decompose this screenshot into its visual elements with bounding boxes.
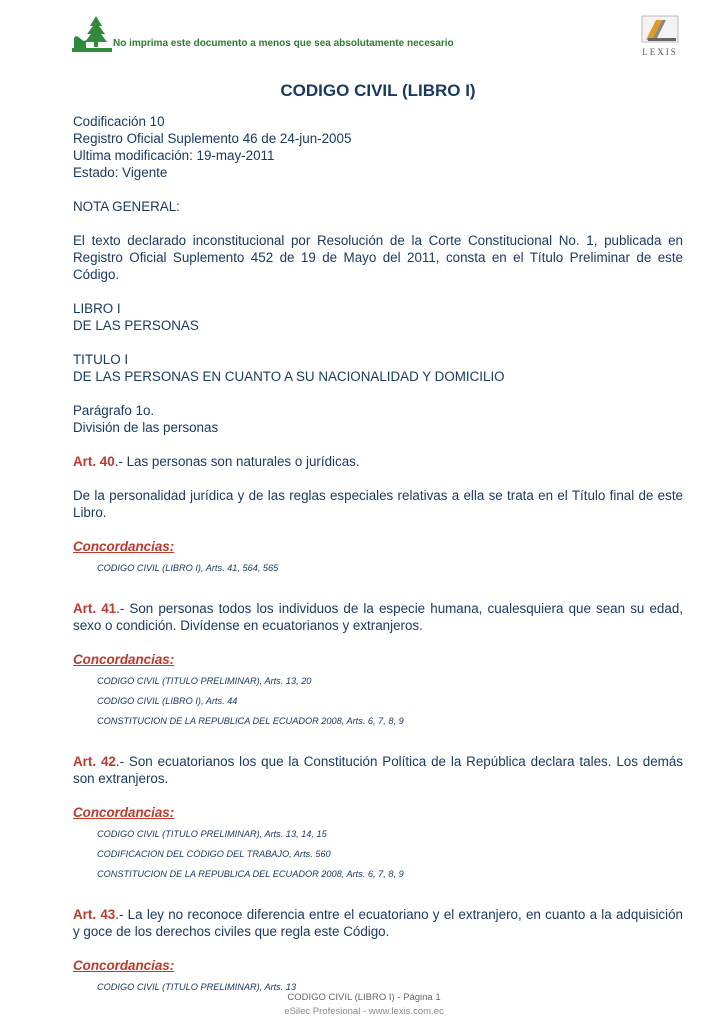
paragrafo-name: División de las personas [73, 420, 219, 435]
concordancia-item[interactable]: CODIGO CIVIL (LIBRO I), Arts. 44 [97, 696, 238, 706]
article-40 [73, 453, 683, 470]
page-header [0, 0, 728, 66]
libro-number: LIBRO I [73, 301, 121, 316]
titulo-name: DE LAS PERSONAS EN CUANTO A SU NACIONALIDAD Y DOMICILIO [73, 369, 505, 384]
article-label: Art. 43 [73, 907, 116, 922]
document-meta [73, 113, 683, 181]
article-label: Art. 40 [73, 454, 115, 469]
libro-heading [73, 300, 683, 334]
concordancias-heading: Concordancias: [73, 652, 175, 667]
footer-page-info: CODIGO CIVIL (LIBRO I) - Página 1 [287, 992, 441, 1003]
meta-estado: Estado: Vigente [73, 165, 168, 180]
nota-text: El texto declarado inconstitucional por Resolución de la Corte Constitucional No. 1, publicada en Registro Oficial Suplemento 452 de 19 de Mayo del 2011, consta en el Título Preliminar de este Código. [73, 233, 683, 282]
page-footer [0, 991, 728, 1019]
document-title: CODIGO CIVIL (LIBRO I) [280, 81, 476, 100]
titulo-number: TITULO I [73, 352, 129, 367]
nota-text-block [73, 232, 683, 283]
concordancias-heading: Concordancias: [73, 805, 175, 820]
document-body [73, 82, 683, 997]
article-text: .- Son personas todos los individuos de la especie humana, cualesquiera que sean su edad, sexo o condición. Divídense en ecuatorianos y extranjeros. [73, 601, 683, 633]
concordancia-item[interactable]: CONSTITUCION DE LA REPUBLICA DEL ECUADOR 2008, Arts. 6, 7, 8, 9 [97, 869, 404, 879]
nota-heading: NOTA GENERAL: [73, 199, 180, 214]
article-42 [73, 753, 683, 787]
paragrafo-number: Parágrafo 1o. [73, 403, 155, 418]
concordancia-item[interactable]: CONSTITUCION DE LA REPUBLICA DEL ECUADOR 2008, Arts. 6, 7, 8, 9 [97, 716, 404, 726]
footer-site[interactable]: eSilec Profesional - www.lexis.com.ec [284, 1006, 444, 1017]
concordancias-list [97, 558, 683, 578]
article-41 [73, 600, 683, 634]
article-label: Art. 42 [73, 754, 116, 769]
concordancia-item[interactable]: CODIGO CIVIL (LIBRO I), Arts. 41, 564, 565 [97, 563, 279, 573]
concordancias-list [97, 671, 683, 731]
concordancias-list [97, 824, 683, 884]
concordancias-heading: Concordancias: [73, 539, 175, 554]
paragrafo-heading [73, 402, 683, 436]
article-40-extra [73, 487, 683, 521]
article-extra-text: De la personalidad jurídica y de las reglas especiales relativas a ella se trata en el Título final de este Libro. [73, 488, 683, 520]
meta-registro: Registro Oficial Suplemento 46 de 24-jun-2005 [73, 131, 352, 146]
article-label: Art. 41 [73, 601, 117, 616]
titulo-heading [73, 351, 683, 385]
concordancia-item[interactable]: CODIGO CIVIL (TITULO PRELIMINAR), Arts. 13 [97, 982, 297, 992]
article-text: .- Las personas son naturales o jurídicas. [114, 454, 360, 469]
concordancia-item[interactable]: CODIFICACION DEL CODIGO DEL TRABAJO, Arts. 560 [97, 849, 331, 859]
nota-general [73, 198, 683, 215]
meta-codificacion: Codificación 10 [73, 114, 165, 129]
concordancia-item[interactable]: CODIGO CIVIL (TITULO PRELIMINAR), Arts. 13, 20 [97, 676, 312, 686]
tree-logo-icon [72, 14, 112, 52]
concordancias-heading: Concordancias: [73, 958, 175, 973]
lexis-logo-text: LEXIS [642, 47, 678, 57]
article-43 [73, 906, 683, 940]
print-warning-banner: No imprima este documento a menos que sea absolutamente necesario [113, 38, 454, 49]
meta-modificacion: Ultima modificación: 19-may-2011 [73, 148, 275, 163]
article-text: .- La ley no reconoce diferencia entre el ecuatoriano y el extranjero, en cuanto a la adquisición y goce de los derechos civiles que regla este Código. [73, 907, 683, 939]
libro-name: DE LAS PERSONAS [73, 318, 199, 333]
article-text: .- Son ecuatorianos los que la Constitución Política de la República declara tales. Los demás son extranjeros. [73, 754, 683, 786]
concordancia-item[interactable]: CODIGO CIVIL (TITULO PRELIMINAR), Arts. 13, 14, 15 [97, 829, 327, 839]
